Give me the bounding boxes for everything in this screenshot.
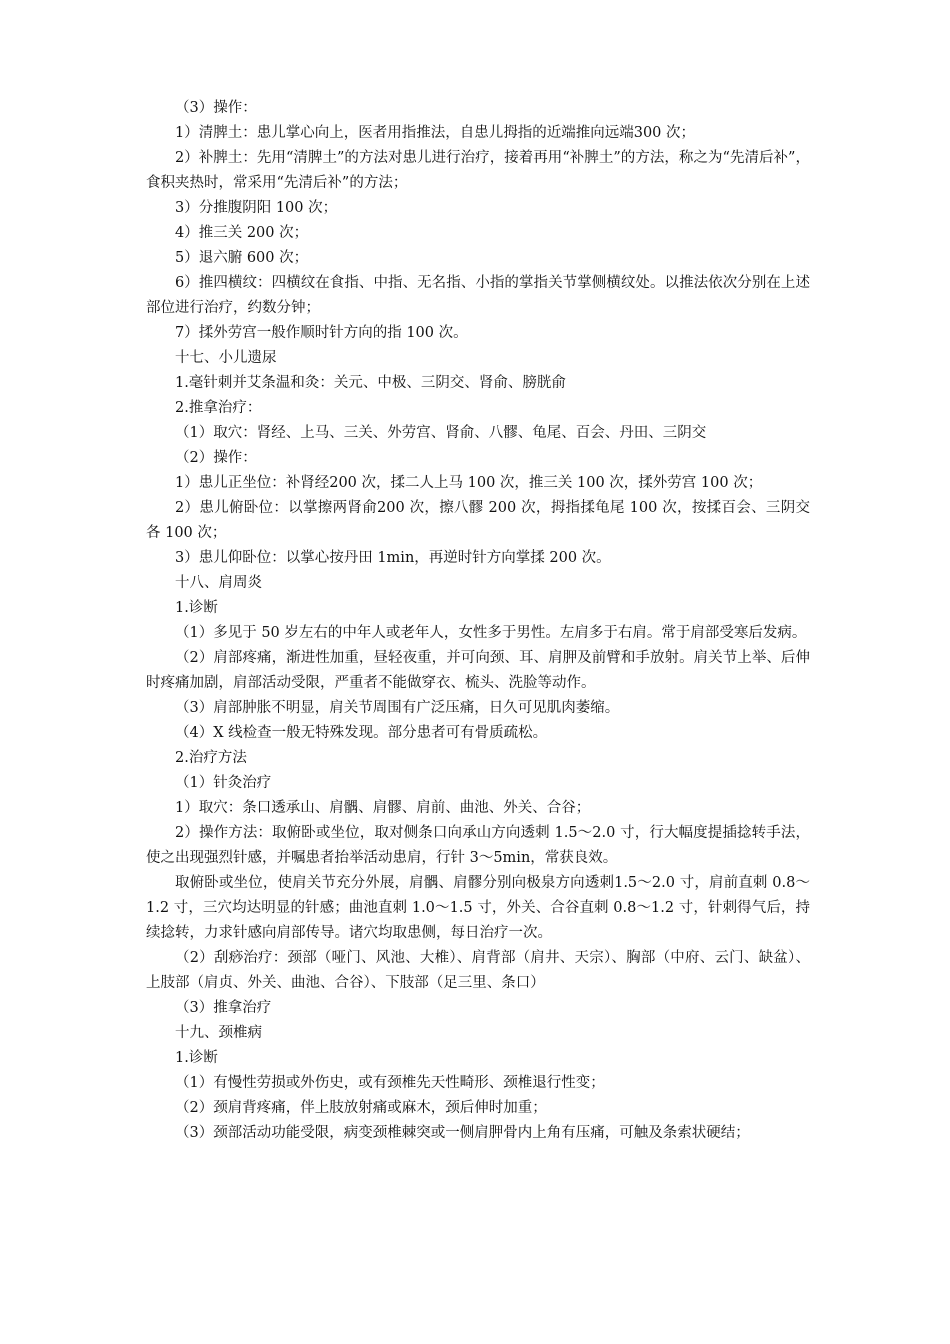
paragraph: 1）患儿正坐位：补肾经200 次，揉二人上马 100 次，推三关 100 次，揉外劳宫 100 次；	[175, 475, 763, 491]
section-heading: 十七、小儿遗尿	[175, 350, 277, 366]
paragraph: 6）推四横纹：四横纹在食指、中指、无名指、小指的掌指关节掌侧横纹处。以推法依次分别在上述部位进行治疗，约数分钟；	[146, 275, 810, 316]
paragraph: （2）肩部疼痛，渐进性加重，昼轻夜重，并可向颈、耳、肩胛及前臂和手放射。肩关节上举、后伸时疼痛加剧，肩部活动受限，严重者不能做穿衣、梳头、洗脸等动作。	[146, 650, 810, 691]
paragraph: 5）退六腑 600 次；	[175, 250, 309, 266]
paragraph: （2）刮痧治疗：颈部（哑门、风池、大椎）、肩背部（肩井、天宗）、胸部（中府、云门、缺盆）、上肢部（肩贞、外关、曲池、合谷）、下肢部（足三里、条口）	[146, 950, 810, 991]
paragraph: 3）患儿仰卧位：以掌心按丹田 1min，再逆时针方向掌揉 200 次。	[175, 550, 611, 566]
paragraph: （1）有慢性劳损或外伤史，或有颈椎先天性畸形、颈椎退行性变；	[175, 1075, 605, 1091]
paragraph: 1）清脾土：患儿掌心向上，医者用指推法，自患儿拇指的近端推向远端300 次；	[175, 125, 696, 141]
paragraph: 2）操作方法：取俯卧或坐位，取对侧条口向承山方向透刺 1.5～2.0 寸，行大幅度提插捻转手法，使之出现强烈针感，并嘱患者抬举活动患肩，行针 3～5min，常获良效。	[146, 825, 810, 866]
paragraph: 2）补脾土：先用“清脾土”的方法对患儿进行治疗，接着再用“补脾土”的方法，称之为“先清后补”，食积夹热时，常采用“先清后补”的方法；	[146, 150, 810, 191]
paragraph: （3）推拿治疗	[175, 1000, 272, 1016]
section-heading: 十八、肩周炎	[175, 575, 262, 591]
paragraph: 1.诊断	[175, 1050, 218, 1066]
paragraph: （3）肩部肿胀不明显，肩关节周围有广泛压痛，日久可见肌肉萎缩。	[175, 700, 620, 716]
paragraph: （4）X 线检查一般无特殊发现。部分患者可有骨质疏松。	[175, 725, 548, 741]
paragraph: 2）患儿俯卧位：以掌擦两肾俞200 次，擦八髎 200 次，拇指揉龟尾 100 次，按揉百会、三阴交各 100 次；	[146, 500, 810, 541]
paragraph: 3）分推腹阴阳 100 次；	[175, 200, 338, 216]
paragraph: （3）操作：	[175, 100, 257, 116]
paragraph: 7）揉外劳宫一般作顺时针方向的指 100 次。	[175, 325, 468, 341]
paragraph: 1.诊断	[175, 600, 218, 616]
section-heading: 十九、颈椎病	[175, 1025, 262, 1041]
paragraph: 2.推拿治疗：	[175, 400, 262, 416]
paragraph: （1）取穴：肾经、上马、三关、外劳宫、肾俞、八髎、龟尾、百会、丹田、三阴交	[175, 425, 707, 441]
paragraph: 4）推三关 200 次；	[175, 225, 309, 241]
paragraph: 2.治疗方法	[175, 750, 247, 766]
paragraph: （2）操作：	[175, 450, 257, 466]
paragraph: （2）颈肩背疼痛，伴上肢放射痛或麻木，颈后伸时加重；	[175, 1100, 547, 1116]
paragraph: （1）多见于 50 岁左右的中年人或老年人，女性多于男性。左肩多于右肩。常于肩部受寒后发病。	[175, 625, 807, 641]
paragraph: 取俯卧或坐位，使肩关节充分外展，肩髃、肩髎分别向极泉方向透刺1.5～2.0 寸，肩前直刺 0.8～1.2 寸，三穴均达明显的针感；曲池直刺 1.0～1.5 寸，外关、合谷直刺 0.8～1.2 寸，针刺得气后，持续捻转，力求针感向肩部传导。诸穴均取患侧，每日治疗一次。	[146, 875, 810, 941]
paragraph: （1）针灸治疗	[175, 775, 272, 791]
document-body	[146, 96, 810, 1146]
paragraph: 1）取穴：条口透承山、肩髃、肩髎、肩前、曲池、外关、合谷；	[175, 800, 591, 816]
paragraph: （3）颈部活动功能受限，病变颈椎棘突或一侧肩胛骨内上角有压痛，可触及条索状硬结；	[175, 1125, 750, 1141]
paragraph: 1.毫针刺并艾条温和灸：关元、中极、三阴交、肾俞、膀胱俞	[175, 375, 566, 391]
